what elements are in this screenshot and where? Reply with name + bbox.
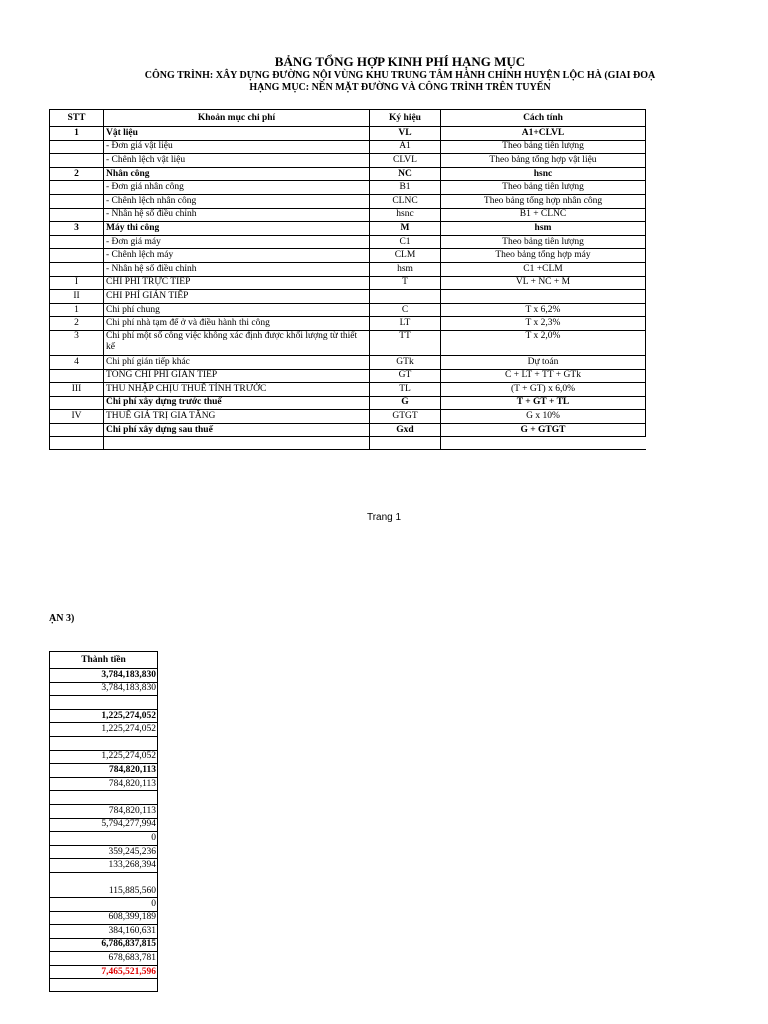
header-item: Khoản mục chi phí (104, 110, 370, 127)
row-calc (441, 290, 646, 304)
table-row (50, 290, 646, 304)
amount-row (50, 696, 158, 710)
row-symbol: CLM (370, 249, 441, 263)
amount-row (50, 897, 158, 911)
row-item: CHI PHÍ TRỰC TIẾP (104, 276, 370, 290)
table-row (50, 396, 646, 410)
amount-row (50, 859, 158, 873)
row-item: - Chênh lệch máy (104, 249, 370, 263)
project-name: CÔNG TRÌNH: XÂY DỰNG ĐƯỜNG NỘI VÙNG KHU TRUNG TÂM HÀNH CHÍNH HUYỆN LỘC HÀ (GIAI ĐOẠ (144, 70, 656, 81)
table-row (50, 276, 646, 290)
table-row (50, 181, 646, 195)
page-number: Trang 1 (366, 512, 402, 523)
table-row (50, 167, 646, 181)
row-stt: III (50, 383, 104, 397)
header-calc: Cách tính (441, 110, 646, 127)
amount-row (50, 965, 158, 979)
cost-summary-table (49, 109, 646, 450)
table-row (50, 208, 646, 222)
row-symbol: LT (370, 317, 441, 331)
amount-row (50, 804, 158, 818)
row-amount (50, 791, 158, 805)
row-item: - Nhân hệ số điều chỉnh (104, 262, 370, 276)
row-symbol: GT (370, 369, 441, 383)
row-stt: II (50, 290, 104, 304)
amount-row (50, 925, 158, 939)
row-calc: hsnc (441, 167, 646, 181)
row-amount: 1,225,274,052 (50, 750, 158, 764)
empty-cell (104, 437, 370, 450)
row-item: Chi phí chung (104, 303, 370, 317)
row-symbol: CLNC (370, 194, 441, 208)
row-symbol: GTGT (370, 410, 441, 424)
amount-row (50, 845, 158, 859)
row-calc: G x 10% (441, 410, 646, 424)
row-amount: 678,683,781 (50, 952, 158, 966)
row-stt: 4 (50, 355, 104, 369)
amount-row (50, 669, 158, 683)
row-amount: 384,160,631 (50, 925, 158, 939)
row-item: Chi phí xây dựng sau thuế (104, 423, 370, 437)
row-item: - Chênh lệch vật liệu (104, 154, 370, 168)
row-symbol (370, 290, 441, 304)
row-symbol: TL (370, 383, 441, 397)
amount-row (50, 709, 158, 723)
row-symbol: NC (370, 167, 441, 181)
row-amount (50, 736, 158, 750)
row-symbol: G (370, 396, 441, 410)
table-row (50, 330, 646, 355)
empty-cell (50, 979, 158, 992)
row-calc: C1 +CLM (441, 262, 646, 276)
row-stt: 2 (50, 167, 104, 181)
row-calc: G + GTGT (441, 423, 646, 437)
row-calc: Theo bảng tổng hợp vật liệu (441, 154, 646, 168)
row-symbol: VL (370, 127, 441, 141)
row-stt: 1 (50, 127, 104, 141)
row-item: - Đơn giá máy (104, 235, 370, 249)
row-stt (50, 208, 104, 222)
row-stt (50, 140, 104, 154)
row-item: Chi phí một số công việc không xác định được khối lượng từ thiết kế (104, 330, 370, 355)
row-item: Máy thi công (104, 222, 370, 236)
row-symbol: GTk (370, 355, 441, 369)
row-stt: 3 (50, 222, 104, 236)
row-symbol: C1 (370, 235, 441, 249)
row-item: - Đơn giá nhân công (104, 181, 370, 195)
row-item: Chi phí nhà tạm để ở và điều hành thi công (104, 317, 370, 331)
amount-row (50, 872, 158, 897)
row-item: Vật liệu (104, 127, 370, 141)
row-amount: 0 (50, 897, 158, 911)
row-calc: (T + GT) x 6,0% (441, 383, 646, 397)
row-symbol: B1 (370, 181, 441, 195)
row-item: - Nhân hệ số điều chỉnh (104, 208, 370, 222)
table-row (50, 355, 646, 369)
row-stt (50, 262, 104, 276)
amount-row (50, 938, 158, 952)
row-stt (50, 396, 104, 410)
table-row (50, 140, 646, 154)
row-amount: 784,820,113 (50, 804, 158, 818)
row-item: Chi phí xây dựng trước thuế (104, 396, 370, 410)
row-amount: 6,786,837,815 (50, 938, 158, 952)
amount-row (50, 764, 158, 778)
row-calc: C + LT + TT + GTk (441, 369, 646, 383)
table-footer-row (50, 979, 158, 992)
row-calc: A1+CLVL (441, 127, 646, 141)
row-symbol: hsnc (370, 208, 441, 222)
table-row (50, 154, 646, 168)
row-amount (50, 696, 158, 710)
amount-row (50, 911, 158, 925)
row-calc: VL + NC + M (441, 276, 646, 290)
empty-cell (370, 437, 441, 450)
amount-table (49, 651, 158, 992)
row-amount: 5,794,277,994 (50, 818, 158, 832)
row-item: CHI PHÍ GIÁN TIẾP (104, 290, 370, 304)
amount-row (50, 777, 158, 791)
row-amount: 3,784,183,830 (50, 669, 158, 683)
table-row (50, 249, 646, 263)
row-amount: 1,225,274,052 (50, 723, 158, 737)
amount-row (50, 791, 158, 805)
row-calc: hsm (441, 222, 646, 236)
row-stt: 2 (50, 317, 104, 331)
amount-row (50, 818, 158, 832)
row-symbol: Gxd (370, 423, 441, 437)
amount-row (50, 723, 158, 737)
row-stt: IV (50, 410, 104, 424)
empty-cell (50, 437, 104, 450)
row-item: - Chênh lệch nhân công (104, 194, 370, 208)
row-symbol: A1 (370, 140, 441, 154)
row-amount: 115,885,560 (50, 872, 158, 897)
table-row (50, 383, 646, 397)
table-row (50, 410, 646, 424)
amount-row (50, 736, 158, 750)
table-row (50, 262, 646, 276)
row-symbol: T (370, 276, 441, 290)
row-stt (50, 154, 104, 168)
row-item: - Đơn giá vật liệu (104, 140, 370, 154)
row-amount: 1,225,274,052 (50, 709, 158, 723)
row-amount: 784,820,113 (50, 764, 158, 778)
row-amount: 7,465,521,596 (50, 965, 158, 979)
header-symbol: Ký hiệu (370, 110, 441, 127)
table-row (50, 317, 646, 331)
row-amount: 0 (50, 832, 158, 846)
row-item: TỔNG CHI PHÍ GIÁN TIẾP (104, 369, 370, 383)
row-stt (50, 181, 104, 195)
row-stt: 1 (50, 303, 104, 317)
row-item: Chi phí gián tiếp khác (104, 355, 370, 369)
title-overflow-text: ẠN 3) (49, 613, 75, 624)
row-calc: Theo bảng tổng hợp nhân công (441, 194, 646, 208)
row-stt (50, 194, 104, 208)
row-calc: Theo bảng tiên lượng (441, 235, 646, 249)
row-symbol: C (370, 303, 441, 317)
row-calc: Theo bảng tiên lượng (441, 181, 646, 195)
row-calc: Theo bảng tổng hợp máy (441, 249, 646, 263)
amount-row (50, 952, 158, 966)
row-stt (50, 369, 104, 383)
header-stt: STT (50, 110, 104, 127)
amount-row (50, 682, 158, 696)
empty-cell (441, 437, 646, 450)
row-stt (50, 423, 104, 437)
table-row (50, 369, 646, 383)
row-stt (50, 249, 104, 263)
row-item: Nhân công (104, 167, 370, 181)
row-symbol: hsm (370, 262, 441, 276)
row-amount: 784,820,113 (50, 777, 158, 791)
row-calc: T x 2,0% (441, 330, 646, 355)
row-calc: T + GT + TL (441, 396, 646, 410)
row-calc: Dự toán (441, 355, 646, 369)
table-footer-row (50, 437, 646, 450)
table-row (50, 222, 646, 236)
row-calc: T x 6,2% (441, 303, 646, 317)
row-stt: 3 (50, 330, 104, 355)
row-symbol: TT (370, 330, 441, 355)
category-name: HẠNG MỤC: NỀN MẶT ĐƯỜNG VÀ CÔNG TRÌNH TRÊN TUYẾN (249, 82, 551, 93)
amount-row (50, 750, 158, 764)
row-amount: 359,245,236 (50, 845, 158, 859)
amount-row (50, 832, 158, 846)
row-symbol: CLVL (370, 154, 441, 168)
header-amount: Thành tiền (50, 652, 158, 669)
table-row (50, 303, 646, 317)
row-calc: T x 2,3% (441, 317, 646, 331)
table-row (50, 127, 646, 141)
row-stt (50, 235, 104, 249)
row-stt: I (50, 276, 104, 290)
report-title: BẢNG TỔNG HỢP KINH PHÍ HẠNG MỤC (274, 54, 526, 69)
row-item: THUẾ GIÁ TRỊ GIA TĂNG (104, 410, 370, 424)
row-amount: 3,784,183,830 (50, 682, 158, 696)
table-row (50, 423, 646, 437)
row-amount: 608,399,189 (50, 911, 158, 925)
row-symbol: M (370, 222, 441, 236)
table-row (50, 194, 646, 208)
row-amount: 133,268,394 (50, 859, 158, 873)
row-item: THU NHẬP CHỊU THUẾ TÍNH TRƯỚC (104, 383, 370, 397)
table-row (50, 235, 646, 249)
row-calc: B1 + CLNC (441, 208, 646, 222)
row-calc: Theo bảng tiên lượng (441, 140, 646, 154)
